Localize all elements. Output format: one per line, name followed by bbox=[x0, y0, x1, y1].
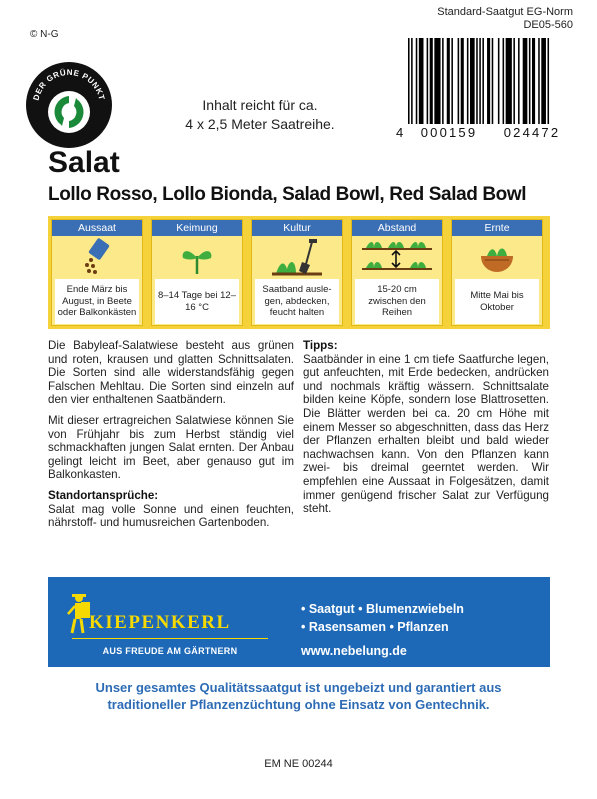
barcode-bar bbox=[470, 38, 475, 124]
tile-text: Ende März bis August, in Beete oder Balkonkästen bbox=[55, 279, 139, 324]
barcode-bar bbox=[529, 38, 531, 124]
product-subtitle: Lollo Rosso, Lollo Bionda, Salad Bowl, Red Salad Bowl bbox=[48, 184, 527, 205]
footer-code: EM NE 00244 bbox=[264, 758, 333, 770]
product-title: Salat bbox=[48, 146, 120, 179]
barcode-bar bbox=[482, 38, 484, 124]
quantity-line-2: 4 x 2,5 Meter Saatreihe. bbox=[185, 116, 335, 132]
barcode-bar bbox=[479, 38, 481, 124]
quantity-note bbox=[160, 96, 360, 134]
standard-line-1: Standard-Saatgut EG-Norm bbox=[437, 6, 573, 18]
tips-text: Saatbänder in eine 1 cm tiefe Saatfurche legen, gut anfeuchten, mit Erde bedecken, andrücken und nochmals kräftig wässern. Schnittsalate bilden keine Köpfe, sondern lose Blattrosetten. Die Blätter werden bei ca. 20 cm Höhe mit einem Messer so abgeschnitten, dass das Herz der Pflanzen erhalten bleibt und bald wieder nachwachsen kann. Von den Pflanzen kann zwei- bis dreimal geerntet werden. Wir empfehlen eine Aussaat in Folgesätzen, damit immer genügend frischer Salat zur Verfügung steht. bbox=[303, 352, 549, 516]
barcode-bar bbox=[442, 38, 444, 124]
barcode-bar bbox=[492, 38, 494, 124]
barcode-bar bbox=[532, 38, 535, 124]
barcode-bar bbox=[518, 38, 520, 124]
tile-text: 8–14 Tage bei 12–16 °C bbox=[155, 279, 239, 324]
barcode-bar bbox=[451, 38, 453, 124]
spacing-icon bbox=[362, 238, 432, 278]
barcode-bar bbox=[548, 38, 550, 124]
quantity-line-1: Inhalt reicht für ca. bbox=[202, 97, 318, 113]
brand-products-line-2: • Rasensamen • Pflanzen bbox=[301, 620, 449, 634]
barcode-bar bbox=[538, 38, 540, 124]
spade-plant-icon bbox=[272, 238, 322, 278]
barcode-bar bbox=[467, 38, 469, 124]
seedling-icon bbox=[177, 238, 217, 278]
barcode-number bbox=[396, 125, 578, 140]
barcode-bar bbox=[434, 38, 440, 124]
harvest-bowl-icon bbox=[477, 238, 517, 278]
barcode bbox=[396, 38, 578, 142]
barcode-bar bbox=[506, 38, 512, 124]
barcode-bar bbox=[498, 38, 500, 124]
brand-products-line-1: • Saatgut • Blumenzwiebeln bbox=[301, 602, 464, 616]
brand-website-link[interactable]: www.nebelung.de bbox=[301, 644, 407, 658]
barcode-bar bbox=[411, 38, 413, 124]
barcode-bar bbox=[419, 38, 424, 124]
location-text: Salat mag volle Sonne und einen feuchten, nährstoff- und humusreichen Gartenboden. bbox=[48, 502, 294, 530]
description-column bbox=[48, 339, 294, 537]
barcode-bar bbox=[427, 38, 429, 124]
tile-label: Ernte bbox=[452, 220, 542, 236]
description-paragraph-1: Die Babyleaf-Salatwiese besteht aus grünen und roten, krausen und glatten Schnittsalaten. Die Sorten sind alle widerstandsfähig gegen Falschen Mehltau. Die Sorten sind einzeln auf den vier enthaltenen Saatbändern. bbox=[48, 339, 294, 407]
barcode-bar bbox=[430, 38, 433, 124]
barcode-bar bbox=[541, 38, 546, 124]
barcode-bars bbox=[396, 38, 578, 124]
tile-text: Mitte Mai bis Oktober bbox=[455, 279, 539, 324]
brand-tagline: AUS FREUDE AM GÄRTNERN bbox=[102, 646, 238, 656]
quality-line-2: traditioneller Pflanzenzüchtung ohne Einsatz von Gentechnik. bbox=[107, 697, 490, 712]
tile-aussaat bbox=[51, 219, 143, 326]
barcode-bar bbox=[416, 38, 418, 124]
barcode-bar bbox=[523, 38, 528, 124]
tile-kultur bbox=[251, 219, 343, 326]
tile-text: Saatband auslegen, abdecken, feucht halten bbox=[255, 279, 339, 324]
info-strip bbox=[48, 216, 550, 329]
tips-heading: Tipps: bbox=[303, 339, 338, 352]
tile-label: Aussaat bbox=[52, 220, 142, 236]
barcode-bar bbox=[408, 38, 410, 124]
brand-name: KIEPENKERL bbox=[89, 612, 231, 633]
barcode-bar bbox=[503, 38, 505, 124]
quality-statement bbox=[40, 679, 557, 713]
tile-label: Keimung bbox=[152, 220, 242, 236]
barcode-bar bbox=[513, 38, 515, 124]
barcode-bar bbox=[447, 38, 450, 124]
standard-line-2: DE05-560 bbox=[523, 19, 573, 31]
barcode-digits-right: 024472 bbox=[503, 125, 561, 140]
tile-label: Kultur bbox=[252, 220, 342, 236]
description-paragraph-2: Mit dieser ertragreichen Salatwiese können Sie von Frühjahr bis zum Herbst ständig viel schmackhaften jungen Salat ernten. Der Anbau gelingt leicht im Beet, aber genauso gut im Balkonkasten. bbox=[48, 413, 294, 482]
brand-divider bbox=[72, 638, 268, 639]
standard-label bbox=[437, 6, 573, 32]
barcode-bar bbox=[476, 38, 478, 124]
barcode-bar bbox=[487, 38, 490, 124]
seed-packet-icon bbox=[77, 238, 117, 278]
tips-column bbox=[303, 339, 549, 523]
quality-line-1: Unser gesamtes Qualitätssaatgut ist ungebeizt und garantiert aus bbox=[95, 680, 502, 695]
tile-abstand bbox=[351, 219, 443, 326]
gruener-punkt-text: DER GRÜNE PUNKT bbox=[31, 67, 107, 102]
barcode-bar bbox=[458, 38, 460, 124]
tile-label: Abstand bbox=[352, 220, 442, 236]
copyright: © N-G bbox=[30, 29, 59, 40]
tile-keimung bbox=[151, 219, 243, 326]
barcode-bar bbox=[461, 38, 464, 124]
barcode-digits-left: 000159 bbox=[420, 125, 478, 140]
tile-text: 15-20 cm zwischen den Reihen bbox=[355, 279, 439, 324]
location-heading: Standortansprüche: bbox=[48, 488, 159, 502]
gruener-punkt-logo-icon bbox=[24, 60, 114, 150]
barcode-digit-prefix: 4 bbox=[396, 125, 404, 140]
tile-ernte bbox=[451, 219, 543, 326]
